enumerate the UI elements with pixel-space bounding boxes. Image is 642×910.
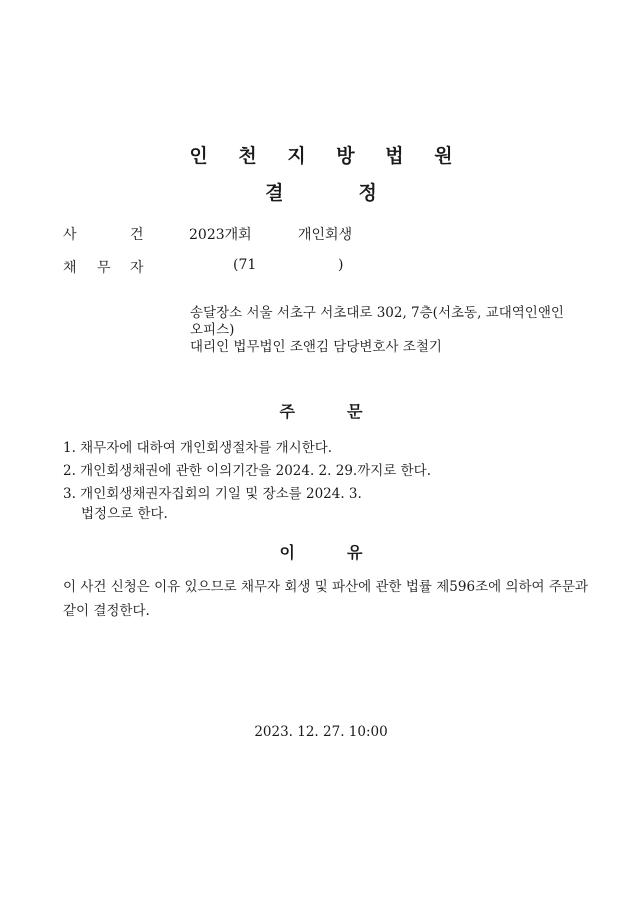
order-heading-char-1: 주 [279, 402, 295, 421]
representative-line: 대리인 법무법인 조앤김 담당변호사 조철기 [190, 339, 442, 355]
case-name: 개인회생 [298, 227, 353, 243]
document-type-char-1: 결 [265, 182, 284, 204]
court-name: 인 천 지 방 법 원 [189, 145, 465, 167]
reason-heading [0, 540, 642, 563]
delivery-address-line-2: 오피스) [190, 322, 235, 338]
order-heading [0, 399, 642, 422]
reason-heading-char-2: 유 [347, 543, 363, 562]
order-item-3: 3. 개인회생채권자집회의 기일 및 장소를 2024. 3. [63, 486, 362, 502]
decision-date: 2023. 12. 27. 10:00 [254, 724, 388, 740]
debtor-birth-close: ) [338, 257, 344, 273]
reason-text: 이 사건 신청은 이유 있으므로 채무자 회생 및 파산에 관한 법률 제596조에 의하여 주문과 같이 결정한다. [63, 579, 588, 619]
document-type-char-2: 정 [358, 182, 377, 204]
debtor-label-char-1: 채 [63, 260, 77, 276]
case-label-char-1: 사 [63, 227, 77, 243]
delivery-block [190, 305, 590, 356]
order-item-2: 2. 개인회생채권에 관한 이의기간을 2024. 2. 29.까지로 한다. [63, 463, 431, 479]
order-item-1: 1. 채무자에 대하여 개인회생절차를 개시한다. [63, 440, 333, 456]
order-item-3-continued: 법정으로 한다. [81, 506, 168, 522]
debtor-birth: (71 [233, 257, 257, 273]
document-type [0, 178, 642, 205]
delivery-address-line-1: 송달장소 서울 서초구 서초대로 302, 7층(서초동, 교대역인앤인 [190, 305, 564, 321]
reason-heading-char-1: 이 [279, 543, 295, 562]
debtor-label-char-3: 자 [130, 260, 144, 276]
order-heading-char-2: 문 [347, 402, 363, 421]
case-number: 2023개회 [189, 227, 252, 243]
debtor-label-char-2: 무 [97, 260, 111, 276]
case-label-char-2: 건 [130, 227, 144, 243]
